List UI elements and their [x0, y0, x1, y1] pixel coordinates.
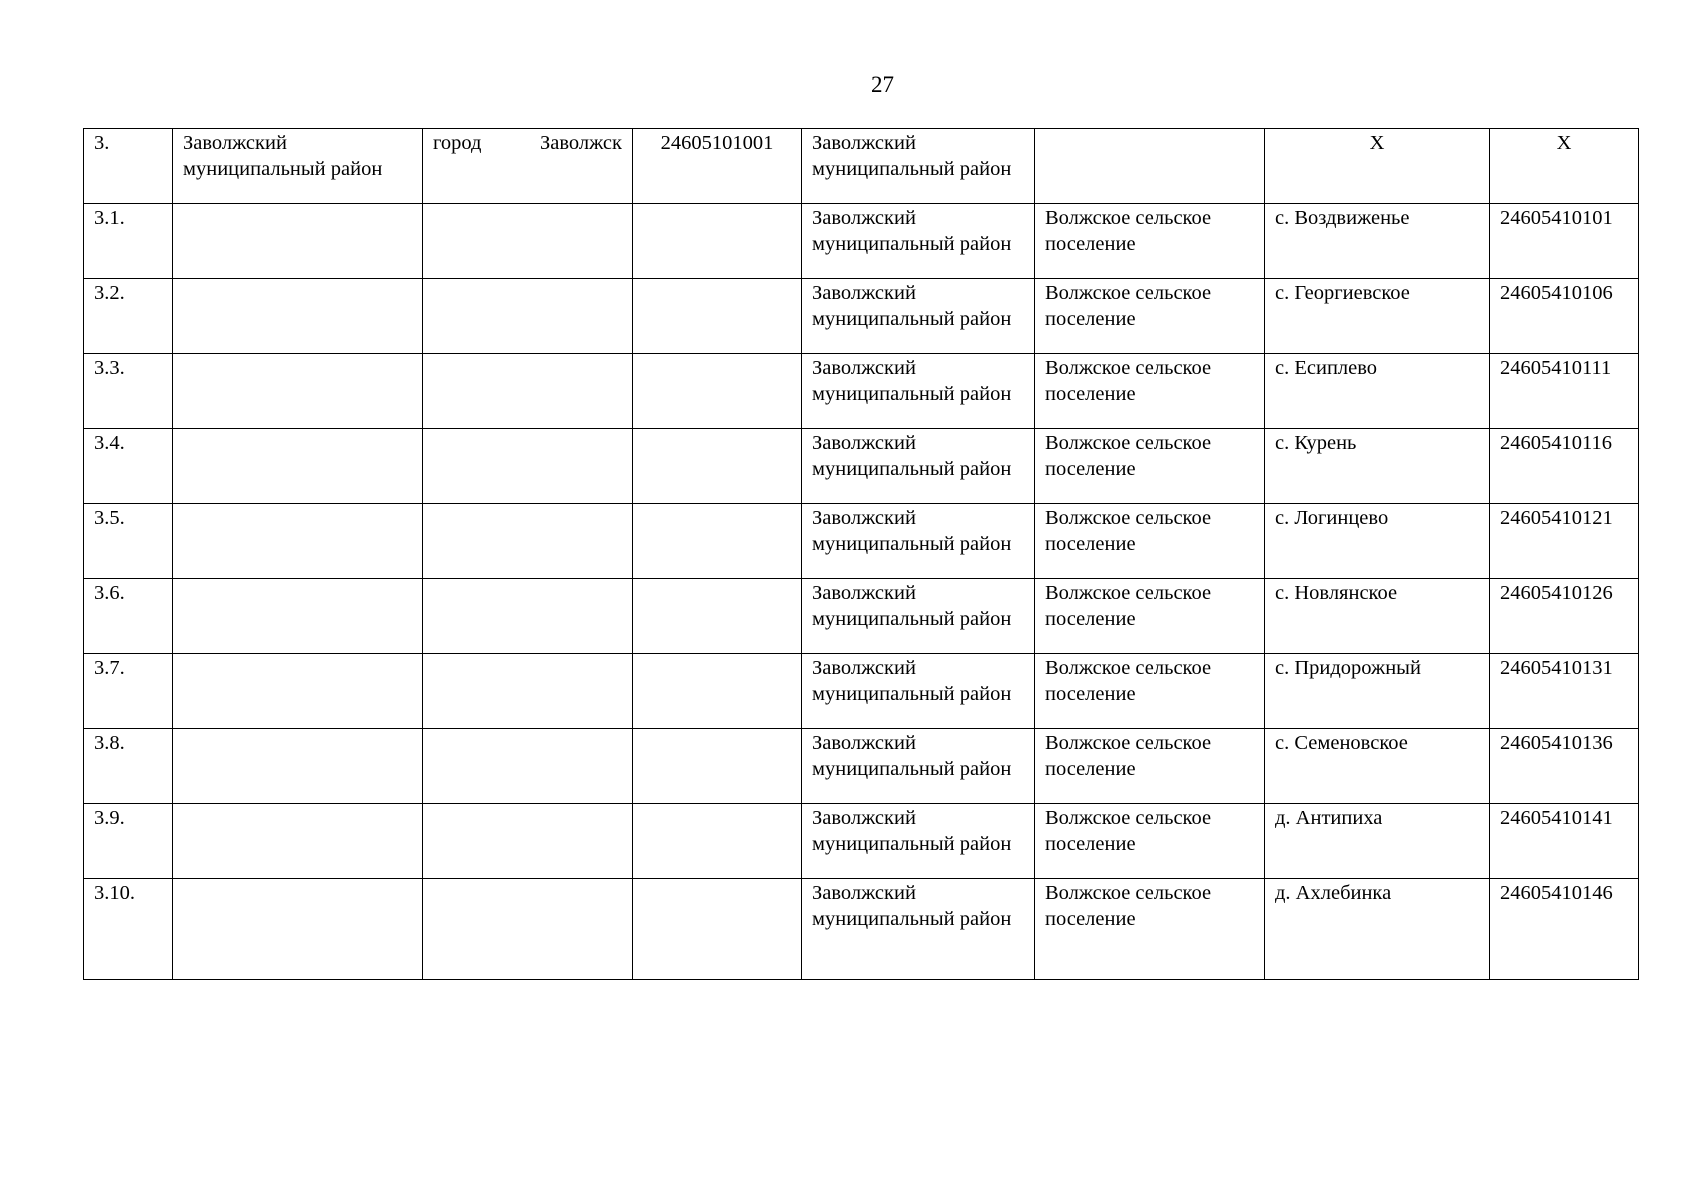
municipality-cell: Заволжский муниципальный район	[802, 129, 1035, 204]
locality-cell: с. Придорожный	[1265, 654, 1490, 729]
empty-cell	[423, 879, 633, 980]
table-row	[84, 429, 1639, 504]
empty-cell	[423, 504, 633, 579]
locality-code-cell: 24605410121	[1490, 504, 1639, 579]
locality-cell: с. Курень	[1265, 429, 1490, 504]
empty-cell	[173, 804, 423, 879]
locality-cell: X	[1265, 129, 1490, 204]
empty-cell	[633, 804, 802, 879]
municipality-cell: Заволжский муниципальный район	[802, 429, 1035, 504]
empty-cell	[173, 654, 423, 729]
row-number-cell: 3.10.	[84, 879, 173, 980]
settlement-cell: Волжское сельское поселение	[1035, 354, 1265, 429]
empty-cell	[173, 504, 423, 579]
page-number: 27	[871, 72, 894, 97]
settlement-cell: Волжское сельское поселение	[1035, 579, 1265, 654]
locality-code-cell: 24605410101	[1490, 204, 1639, 279]
row-number-cell: 3.5.	[84, 504, 173, 579]
oktmo-cell: 24605101001	[633, 129, 802, 204]
empty-cell	[423, 654, 633, 729]
empty-cell	[173, 204, 423, 279]
settlement-cell: Волжское сельское поселение	[1035, 429, 1265, 504]
row-number-cell: 3.	[84, 129, 173, 204]
locality-code-cell: 24605410116	[1490, 429, 1639, 504]
table-row	[84, 204, 1639, 279]
empty-cell	[173, 579, 423, 654]
empty-cell	[173, 354, 423, 429]
empty-cell	[423, 804, 633, 879]
row-number-cell: 3.3.	[84, 354, 173, 429]
table-row	[84, 579, 1639, 654]
row-number-cell: 3.7.	[84, 654, 173, 729]
locality-code-cell: 24605410111	[1490, 354, 1639, 429]
empty-cell	[423, 204, 633, 279]
row-number-cell: 3.6.	[84, 579, 173, 654]
row-number-cell: 3.9.	[84, 804, 173, 879]
locality-code-cell: 24605410106	[1490, 279, 1639, 354]
empty-cell	[633, 729, 802, 804]
locality-code-cell: 24605410136	[1490, 729, 1639, 804]
locality-cell: д. Антипиха	[1265, 804, 1490, 879]
municipality-cell: Заволжский муниципальный район	[802, 504, 1035, 579]
settlement-cell: Волжское сельское поселение	[1035, 204, 1265, 279]
empty-cell	[633, 504, 802, 579]
municipality-cell: Заволжский муниципальный район	[802, 354, 1035, 429]
empty-cell	[423, 429, 633, 504]
empty-cell	[423, 579, 633, 654]
empty-cell	[423, 279, 633, 354]
settlement-cell: Волжское сельское поселение	[1035, 279, 1265, 354]
empty-cell	[633, 279, 802, 354]
locality-code-cell: 24605410141	[1490, 804, 1639, 879]
empty-cell	[423, 354, 633, 429]
empty-cell	[633, 354, 802, 429]
row-number-cell: 3.4.	[84, 429, 173, 504]
settlement-cell: Волжское сельское поселение	[1035, 504, 1265, 579]
settlement-cell: Волжское сельское поселение	[1035, 879, 1265, 980]
empty-cell	[633, 654, 802, 729]
admin-center-cell: город Заволжск	[423, 129, 633, 204]
row-number-cell: 3.2.	[84, 279, 173, 354]
municipality-cell: Заволжский муниципальный район	[802, 804, 1035, 879]
locality-cell: с. Логинцево	[1265, 504, 1490, 579]
table-row	[84, 879, 1639, 980]
row-number-cell: 3.8.	[84, 729, 173, 804]
locality-code-cell: 24605410126	[1490, 579, 1639, 654]
empty-cell	[173, 879, 423, 980]
settlement-cell: Волжское сельское поселение	[1035, 654, 1265, 729]
locality-cell: с. Семеновское	[1265, 729, 1490, 804]
table-row	[84, 729, 1639, 804]
empty-cell	[633, 204, 802, 279]
table-row	[84, 654, 1639, 729]
empty-cell	[423, 729, 633, 804]
municipality-cell: Заволжский муниципальный район	[802, 879, 1035, 980]
empty-cell	[633, 879, 802, 980]
empty-cell	[173, 729, 423, 804]
empty-cell	[173, 429, 423, 504]
locality-cell: с. Воздвиженье	[1265, 204, 1490, 279]
locality-code-cell: 24605410146	[1490, 879, 1639, 980]
municipality-cell: Заволжский муниципальный район	[802, 204, 1035, 279]
municipality-cell: Заволжский муниципальный район	[802, 279, 1035, 354]
settlement-cell	[1035, 129, 1265, 204]
table-row	[84, 129, 1639, 204]
municipality-cell: Заволжский муниципальный район	[802, 579, 1035, 654]
locality-cell: с. Новлянское	[1265, 579, 1490, 654]
municipality-cell: Заволжский муниципальный район	[802, 729, 1035, 804]
district-cell: Заволжский муниципальный район	[173, 129, 423, 204]
empty-cell	[173, 279, 423, 354]
table-row	[84, 354, 1639, 429]
locality-cell: с. Есиплево	[1265, 354, 1490, 429]
empty-cell	[633, 579, 802, 654]
locality-code-cell: X	[1490, 129, 1639, 204]
empty-cell	[633, 429, 802, 504]
table-row	[84, 504, 1639, 579]
settlement-cell: Волжское сельское поселение	[1035, 729, 1265, 804]
row-number-cell: 3.1.	[84, 204, 173, 279]
registry-table	[83, 128, 1639, 980]
locality-code-cell: 24605410131	[1490, 654, 1639, 729]
table-row	[84, 279, 1639, 354]
table-row	[84, 804, 1639, 879]
locality-cell: д. Ахлебинка	[1265, 879, 1490, 980]
municipality-cell: Заволжский муниципальный район	[802, 654, 1035, 729]
locality-cell: с. Георгиевское	[1265, 279, 1490, 354]
settlement-cell: Волжское сельское поселение	[1035, 804, 1265, 879]
